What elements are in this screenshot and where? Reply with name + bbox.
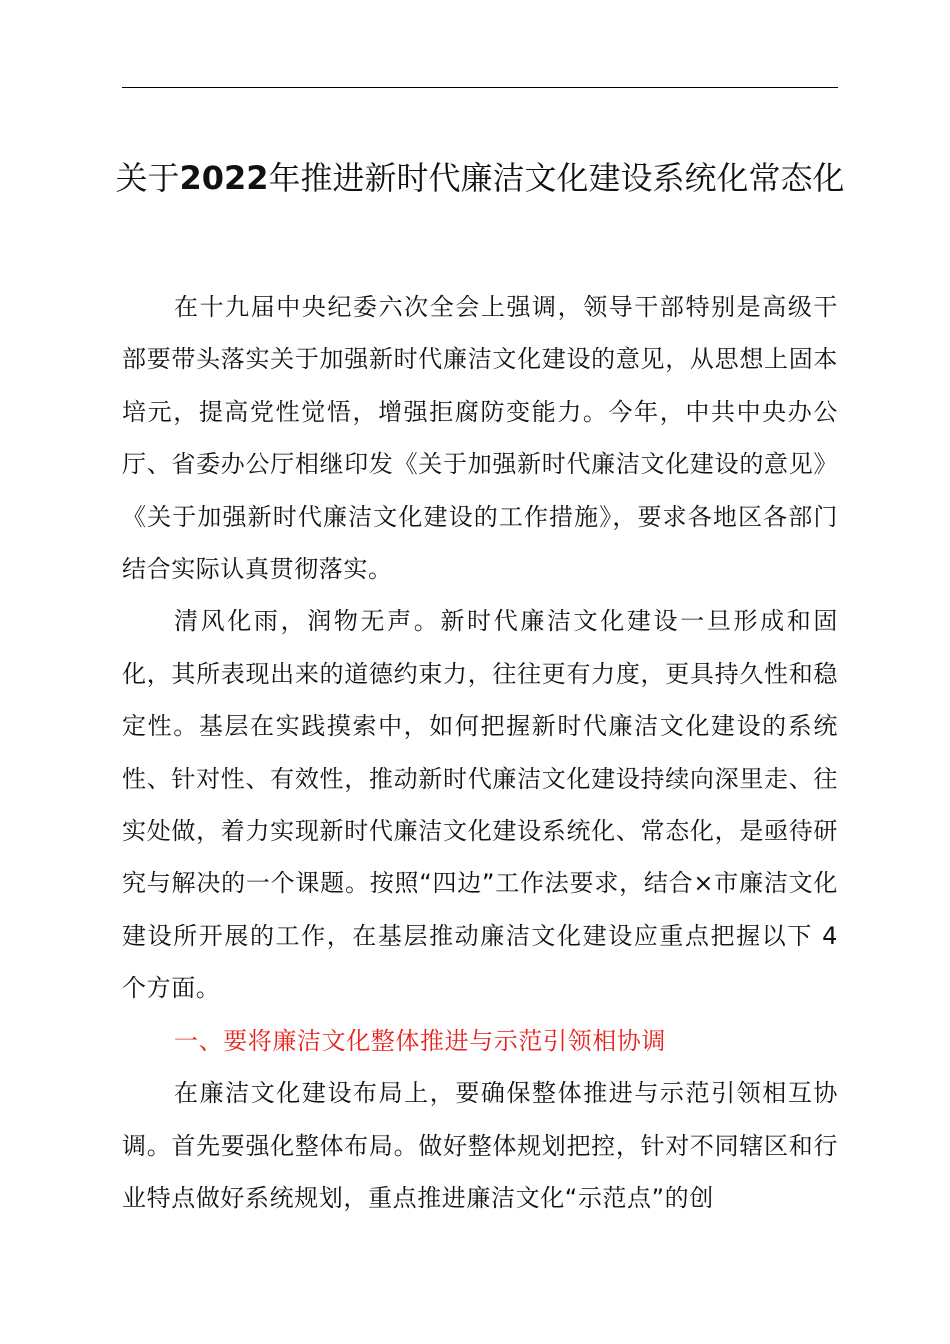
paragraph: 清风化雨，润物无声。新时代廉洁文化建设一旦形成和固化，其所表现出来的道德约束力，往往更有力度，更具持久性和稳定性。基层在实践摸索中，如何把握新时代廉洁文化建设的系统性、针对性、有效性，推动新时代廉洁文化建设持续向深里走、往实处做，着力实现新时代廉洁文化建设系统化、常态化，是亟待研究与解决的一个课题。按照“四边”工作法要求，结合×市廉洁文化建设所开展的工作，在基层推动廉洁文化建设应重点把握以下 4 个方面。 — [122, 607, 838, 1003]
title-rest: 年推进新时代廉洁文化建设系统化常态化 — [268, 159, 845, 197]
title-year: 2022 — [179, 159, 269, 197]
section-heading: 一、要将廉洁文化整体推进与示范引领相协调 — [174, 1026, 666, 1055]
title-prefix: 关于 — [115, 159, 180, 197]
header-rule — [122, 87, 838, 88]
document-body — [122, 281, 838, 1224]
paragraph: 在廉洁文化建设布局上，要确保整体推进与示范引领相互协调。首先要强化整体布局。做好整体规划把控，针对不同辖区和行业特点做好系统规划，重点推进廉洁文化“示范点”的创 — [122, 1079, 838, 1212]
paragraph: 在十九届中央纪委六次全会上强调，领导干部特别是高级干部要带头落实关于加强新时代廉洁文化建设的意见，从思想上固本培元，提高党性觉悟，增强拒腐防变能力。今年，中共中央办公厅、省委办公厅相继印发《关于加强新时代廉洁文化建设的意见》《关于加强新时代廉洁文化建设的工作措施》，要求各地区各部门结合实际认真贯彻落实。 — [122, 293, 838, 584]
document-title — [80, 152, 880, 204]
